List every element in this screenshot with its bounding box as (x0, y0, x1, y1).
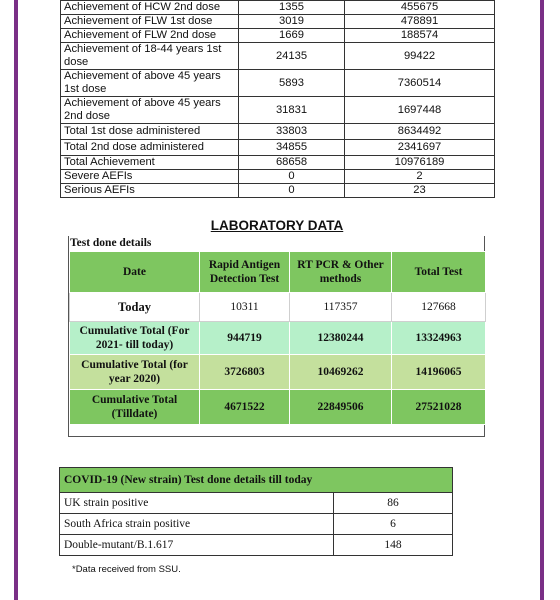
table-header-row (60, 468, 453, 493)
cumulative-value: 1697448 (345, 97, 495, 124)
row-label: Cumulative Total (Tilldate) (70, 390, 200, 425)
row-label: Double-mutant/B.1.617 (60, 535, 334, 556)
table-row (61, 156, 495, 170)
page-border-right (540, 0, 544, 600)
table-row (60, 493, 453, 514)
strain-value: 6 (334, 514, 453, 535)
table-row (70, 355, 486, 390)
header-rapid-antigen: Rapid Antigen Detection Test (200, 252, 290, 293)
cumulative-value: 7360514 (345, 70, 495, 97)
page-border-left (14, 0, 18, 600)
table-row (61, 170, 495, 184)
rtpcr-value: 117357 (290, 293, 392, 322)
row-label: UK strain positive (60, 493, 334, 514)
total-value: 13324963 (392, 322, 486, 355)
cumulative-value: 8634492 (345, 124, 495, 140)
header-rtpcr: RT PCR & Other methods (290, 252, 392, 293)
row-label: Achievement of HCW 2nd dose (61, 1, 239, 15)
table-row (61, 70, 495, 97)
today-value: 33803 (239, 124, 345, 140)
cumulative-value: 23 (345, 184, 495, 198)
rapid-value: 3726803 (200, 355, 290, 390)
strain-table-title: COVID-19 (New strain) Test done details till today (60, 468, 453, 493)
row-label: Achievement of FLW 1st dose (61, 15, 239, 29)
rapid-value: 944719 (200, 322, 290, 355)
row-label: South Africa strain positive (60, 514, 334, 535)
row-label: Today (70, 293, 200, 322)
rapid-value: 4671522 (200, 390, 290, 425)
row-label: Achievement of above 45 years 1st dose (61, 70, 239, 97)
rtpcr-value: 10469262 (290, 355, 392, 390)
strain-value: 86 (334, 493, 453, 514)
cumulative-value: 99422 (345, 43, 495, 70)
table-header-row (70, 252, 486, 293)
footnote: *Data received from SSU. (72, 564, 181, 575)
table-row (70, 390, 486, 425)
table-row (61, 140, 495, 156)
row-label: Total Achievement (61, 156, 239, 170)
row-label: Total 1st dose administered (61, 124, 239, 140)
table-row (61, 184, 495, 198)
row-label: Total 2nd dose administered (61, 140, 239, 156)
laboratory-table (69, 251, 486, 425)
table-row (61, 1, 495, 15)
total-value: 27521028 (392, 390, 486, 425)
cumulative-value: 10976189 (345, 156, 495, 170)
row-label: Achievement of FLW 2nd dose (61, 29, 239, 43)
row-label: Achievement of above 45 years 2nd dose (61, 97, 239, 124)
table-row (61, 43, 495, 70)
lab-caption: Test done details (70, 237, 152, 249)
rapid-value: 10311 (200, 293, 290, 322)
rtpcr-value: 12380244 (290, 322, 392, 355)
today-value: 1355 (239, 1, 345, 15)
table-row (60, 514, 453, 535)
table-row (61, 124, 495, 140)
table-row (61, 29, 495, 43)
strain-value: 148 (334, 535, 453, 556)
row-label: Cumulative Total (for year 2020) (70, 355, 200, 390)
table-row (61, 97, 495, 124)
table-row (61, 15, 495, 29)
header-total-test: Total Test (392, 252, 486, 293)
today-value: 0 (239, 184, 345, 198)
table-row (70, 293, 486, 322)
row-label: Severe AEFIs (61, 170, 239, 184)
today-value: 5893 (239, 70, 345, 97)
today-value: 1669 (239, 29, 345, 43)
cumulative-value: 2341697 (345, 140, 495, 156)
cumulative-value: 188574 (345, 29, 495, 43)
total-value: 127668 (392, 293, 486, 322)
cumulative-value: 455675 (345, 1, 495, 15)
today-value: 31831 (239, 97, 345, 124)
today-value: 34855 (239, 140, 345, 156)
today-value: 0 (239, 170, 345, 184)
new-strain-table (59, 467, 453, 556)
vaccination-table (60, 0, 495, 198)
row-label: Serious AEFIs (61, 184, 239, 198)
table-row (70, 322, 486, 355)
today-value: 24135 (239, 43, 345, 70)
row-label: Achievement of 18-44 years 1st dose (61, 43, 239, 70)
row-label: Cumulative Total (For 2021- till today) (70, 322, 200, 355)
table-row (60, 535, 453, 556)
cumulative-value: 2 (345, 170, 495, 184)
cumulative-value: 478891 (345, 15, 495, 29)
today-value: 68658 (239, 156, 345, 170)
today-value: 3019 (239, 15, 345, 29)
rtpcr-value: 22849506 (290, 390, 392, 425)
lab-section-title: LABORATORY DATA (210, 218, 344, 233)
header-date: Date (70, 252, 200, 293)
total-value: 14196065 (392, 355, 486, 390)
